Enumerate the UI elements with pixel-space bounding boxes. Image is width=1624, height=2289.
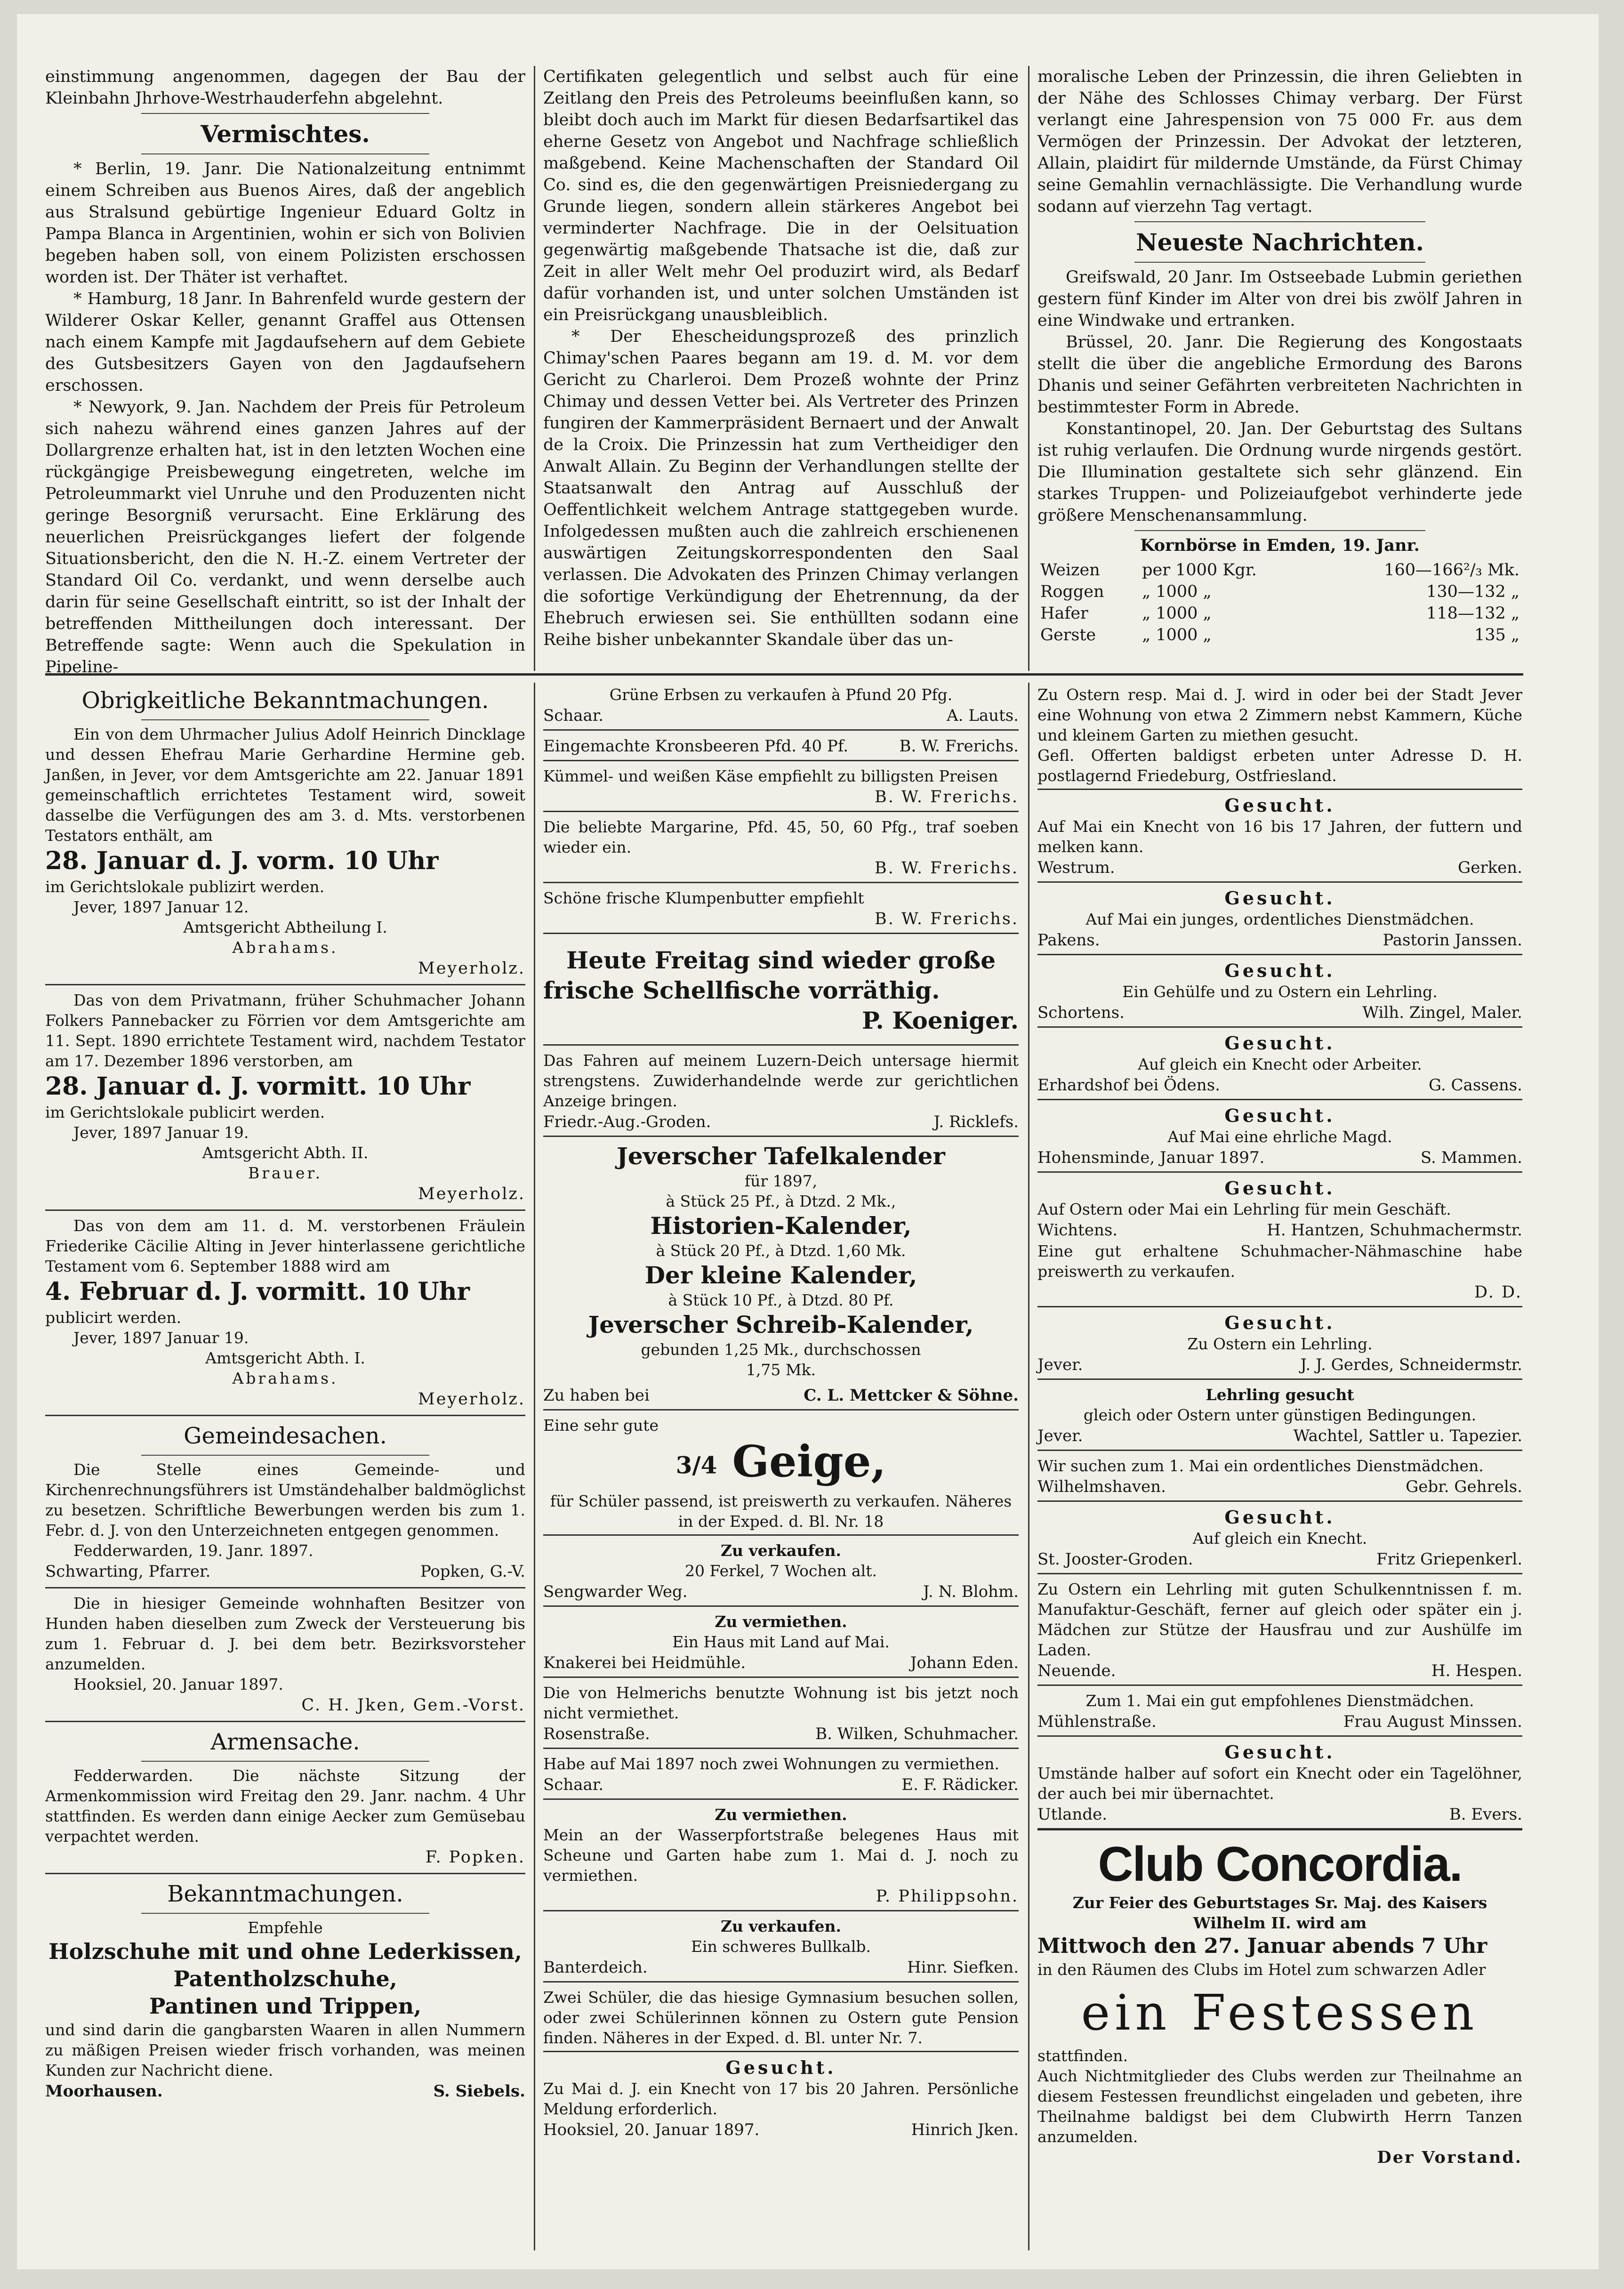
ad-text: Zu Ostern resp. Mai d. J. wird in oder bei der Stadt Jever eine Wohnung von etwa 2 Zimmern nebst Kammern, Küche und kleinem Garten zu miethen gesucht.	[1037, 685, 1522, 744]
bottom-column-3	[1037, 683, 1522, 2168]
ad-text: Ein Haus mit Land auf Mai.	[672, 1633, 890, 1652]
ad-block	[543, 937, 1019, 1046]
ad-text: Die beliebte Margarine, Pfd. 45, 50, 60 Pfg., traf soeben wieder ein.	[543, 818, 1019, 856]
ad-heading: Gesucht.	[1224, 1105, 1335, 1126]
bottom-column-1	[45, 683, 525, 2102]
signature-right: B. W. Frerichs.	[875, 910, 1019, 928]
signature-left: Schwarting, Pfarrer.	[45, 1562, 211, 1581]
notice-place-date: Jever, 1897 Januar 12.	[73, 898, 249, 916]
signature-row	[45, 2080, 525, 2102]
signature-row	[1037, 1476, 1522, 1498]
calendar-title: Historien-Kalender,	[650, 1212, 912, 1240]
grain-price: 160—166²/₃ Mk.	[1384, 561, 1519, 580]
ad-block	[543, 1803, 1019, 1911]
ad-text: Auf Mai ein Knecht von 16 bis 17 Jahren, der futtern und melken kann.	[1037, 817, 1522, 856]
signature-row	[1037, 1804, 1522, 1825]
ad-text: Ein Gehülfe und zu Ostern ein Lehrling.	[1122, 983, 1438, 1001]
ad-product-line: Pantinen und Trippen,	[149, 1993, 422, 2019]
divider	[141, 1455, 429, 1456]
court-name: Amtsgericht Abth. I.	[205, 1349, 365, 1367]
ad-block	[1037, 793, 1522, 883]
grain-unit: per 1000 Kgr.	[1142, 561, 1257, 580]
ad-block	[543, 733, 1019, 761]
notice-place-date: Hooksiel, 20. Januar 1897.	[73, 1675, 283, 1693]
signature-right: A. Lauts.	[947, 706, 1019, 725]
calendar-price: gebunden 1,25 Mk., durchschossen	[641, 1340, 921, 1359]
signature-row	[543, 2119, 1019, 2141]
ad-heading: Zu verkaufen.	[720, 1541, 842, 1560]
signature-right: Wachtel, Sattler u. Tapezier.	[1293, 1427, 1522, 1445]
ad-block	[543, 1681, 1019, 1749]
signature-right: B. W. Frerichs.	[875, 788, 1019, 806]
article-continuation: einstimmung angenommen, dagegen der Bau der Kleinbahn Jhrhove-Westrhauderfehn abgelehnt.	[45, 67, 525, 108]
ad-heading: Lehrling gesucht	[1206, 1386, 1354, 1404]
news-konstantinopel: Konstantinopel, 20. Jan. Der Geburtstag des Sultans ist ruhig verlaufen. Die Ordnung wurde nirgends gestört. Die Illumination gestaltete sich sehr glänzend. Ein starkes Truppen- und Polizeiaufgebot verhinderte jede größere Menschenansammlung.	[1037, 419, 1522, 525]
club-signature: Der Vorstand.	[1377, 2148, 1522, 2167]
signature-left: Hooksiel, 20. Januar 1897.	[543, 2120, 760, 2140]
ad-block	[1037, 886, 1522, 955]
signature-right: J. N. Blohm.	[923, 1582, 1019, 1602]
geige-word: Geige,	[732, 1436, 886, 1487]
signature-row	[543, 1957, 1019, 1978]
column-rule	[534, 683, 535, 2250]
signature-right: Hinr. Siefken.	[907, 1958, 1019, 1977]
notice-text: Das von dem Privatmann, früher Schuhmacher Johann Folkers Pannebacker zu Förrien vor dem Amtsgerichte am 11. Sept. 1890 errichtete Testament wird, nachdem Testator am 17. Dezember 1896 verstorben, am	[45, 991, 525, 1070]
ad-text: Auf Mai ein junges, ordentliches Dienstmädchen.	[1085, 910, 1474, 928]
signature-row	[543, 1774, 1019, 1796]
kornboerse-table	[1037, 559, 1522, 646]
notice-date: 4. Februar d. J. vormitt. 10 Uhr	[45, 1277, 470, 1306]
divider	[45, 1587, 525, 1588]
news-greifswald: Greifswald, 20 Janr. Im Ostseebade Lubmin geriethen gestern fünf Kinder im Alter von drei bis zwölf Jahren in eine Windwake und ertranken.	[1037, 268, 1522, 330]
ad-block	[543, 1752, 1019, 1800]
court-name: Amtsgericht Abtheilung I.	[183, 918, 387, 936]
divider	[45, 1415, 525, 1416]
signature-row	[543, 1385, 1019, 1406]
calendar-title: Jeverscher Schreib-Kalender,	[588, 1311, 974, 1338]
section-heading-obrigkeitliche: Obrigkeitliche Bekanntmachungen.	[81, 687, 489, 714]
signature-left: Mühlenstraße.	[1037, 1712, 1157, 1731]
ad-text: Das Fahren auf meinem Luzern-Deich untersage hiermit strengstens. Zuwiderhandelnde werde zur gerichtlichen Anzeige bringen.	[543, 1051, 1019, 1110]
ad-text: Zu Ostern ein Lehrling.	[1187, 1335, 1373, 1353]
signature-right: H. Hantzen, Schuhmachermstr.	[1267, 1221, 1522, 1240]
signature-left: Westrum.	[1037, 858, 1115, 877]
calendar-price: à Stück 10 Pf., à Dtzd. 80 Pf.	[668, 1291, 894, 1309]
court-name: Amtsgericht Abth. II.	[202, 1144, 369, 1162]
ad-text: Zwei Schüler, die das hiesige Gymnasium besuchen sollen, oder zwei Schülerinnen können zu Ostern gute Pension finden. Näheres in der Exped. d. Bl. unter Nr. 7.	[543, 1988, 1019, 2047]
divider	[1134, 221, 1425, 222]
club-title: Club Concordia.	[1098, 1837, 1462, 1892]
ad-block	[543, 683, 1019, 731]
section-heading-vermischtes: Vermischtes.	[201, 120, 370, 148]
article-continuation: moralische Leben der Prinzessin, die ihren Geliebten in der Nähe des Schlosses Chimay verbarg. Der Fürst verlangt eine Jahrespension von 75 000 Fr. aus dem Vermögen der Prinzessin. Der Advokat der letzteren, Allain, plaidirt für mildernde Umstände, da Fürst Chimay seine Gemahlin vernachlässigte. Die Verhandlung wurde sodann auf vierzehn Tag vertagt.	[1037, 67, 1522, 216]
top-column-3	[1037, 66, 1522, 646]
signature-left: Jever.	[1037, 1355, 1083, 1374]
signature-left: Erhardshof bei Ödens.	[1037, 1076, 1220, 1095]
column-rule	[1028, 683, 1029, 2250]
notice-date: 28. Januar d. J. vormitt. 10 Uhr	[45, 1072, 471, 1101]
ad-text: Die von Helmerichs benutzte Wohnung ist bis jetzt noch nicht vermiethet.	[543, 1684, 1019, 1723]
signature-right: B. Wilken, Schuhmacher.	[815, 1725, 1019, 1744]
signature-right: B. Evers.	[1449, 1805, 1522, 1824]
signature-left: Zu haben bei	[543, 1386, 650, 1405]
ad-text: Habe auf Mai 1897 noch zwei Wohnungen zu vermiethen.	[543, 1755, 999, 1773]
section-separator	[45, 673, 1523, 676]
ad-text: Schöne frische Klumpenbutter empfiehlt	[543, 889, 864, 907]
signature-left: Hohensminde, Januar 1897.	[1037, 1148, 1265, 1167]
ad-block	[1037, 683, 1522, 790]
notice-text: im Gerichtslokale publizirt werden.	[45, 878, 325, 896]
ad-text: Grüne Erbsen zu verkaufen à Pfund 20 Pfg.	[609, 685, 953, 704]
signature-left: Utlande.	[1037, 1805, 1108, 1824]
calendar-title: Jeverscher Tafelkalender	[617, 1142, 945, 1170]
calendar-price: à Stück 25 Pf., à Dtzd. 2 Mk.,	[666, 1192, 896, 1210]
signature-row	[1037, 1219, 1522, 1241]
ad-heading: Zu vermiethen.	[715, 1805, 847, 1824]
grain-price: 135 „	[1474, 626, 1519, 645]
ad-block	[543, 1610, 1019, 1678]
signature-left: Wichtens.	[1037, 1221, 1118, 1240]
signature-right: Hinrich Jken.	[911, 2120, 1019, 2140]
signature-row	[1037, 1002, 1522, 1024]
divider	[1134, 530, 1425, 531]
signature-right: Wilh. Zingel, Maler.	[1362, 1003, 1522, 1022]
ad-block	[543, 2055, 1019, 2144]
kornboerse-heading: Kornbörse in Emden, 19. Janr.	[1140, 536, 1420, 555]
signature-left: Rosenstraße.	[543, 1725, 650, 1744]
signature-right: Fritz Griepenkerl.	[1376, 1550, 1522, 1569]
clerk-signature: Meyerholz.	[418, 1390, 525, 1409]
grain-name: Roggen	[1040, 582, 1104, 601]
section-heading-armensache: Armensache.	[210, 1729, 360, 1755]
ad-block	[1037, 1454, 1522, 1502]
signature-row	[1037, 1711, 1522, 1733]
ad-block	[1037, 1577, 1522, 1686]
ad-text: gleich oder Ostern unter günstigen Bedingungen.	[1083, 1406, 1477, 1424]
ad-headline: frische Schellfische vorräthig.	[543, 976, 940, 1004]
notice-text: Ein von dem Uhrmacher Julius Adolf Heinrich Dincklage und dessen Ehefrau Marie Gerhardine Hermine geb. Janßen, in Jever, vor dem Amtsgerichte am 22. Januar 1891 gemeinschaftlich errichtetes Testament wird, soweit dasselbe die Verfügungen des am 3. d. Mts. verstorbenen Testators enthält, am	[45, 725, 525, 845]
grain-unit: „ 1000 „	[1142, 582, 1212, 601]
signature-left: Sengwarder Weg.	[543, 1582, 688, 1602]
calendar-year: für 1897,	[744, 1172, 818, 1190]
ad-headline: Heute Freitag sind wieder große	[566, 946, 996, 974]
clerk-signature: Meyerholz.	[418, 959, 525, 978]
notice-place-date: Fedderwarden, 19. Janr. 1897.	[73, 1541, 314, 1560]
ad-block	[543, 764, 1019, 812]
ad-text: Auf gleich ein Knecht oder Arbeiter.	[1138, 1055, 1422, 1073]
ad-text: und sind darin die gangbarsten Waaren in allen Nummern zu mäßigen Preisen wieder frisch vorhanden, was meinen Kunden zur Nachricht diene.	[45, 2021, 525, 2079]
ad-block-kalender	[543, 1140, 1019, 1410]
table-row	[1037, 624, 1522, 646]
newspaper-page	[17, 14, 1599, 2269]
grain-price: 118—132 „	[1426, 604, 1519, 623]
ad-text: Kümmel- und weißen Käse empfiehlt zu billigsten Preisen	[543, 767, 998, 785]
signature-right: J. Ricklefs.	[933, 1112, 1019, 1131]
ad-text: Gefl. Offerten baldigst erbeten unter Adresse D. H. postlagernd Friedeburg, Ostfriesland.	[1037, 746, 1522, 785]
ad-block	[543, 815, 1019, 883]
notice-text: Die Stelle eines Gemeinde- und Kirchenrechnungsführers ist Umständehalber baldmöglichst zu besetzen. Schriftliche Bewerbungen werden bis zum 1. Febr. d. J. von den Unterzeichneten entgegen genommen.	[45, 1460, 525, 1539]
grain-unit: „ 1000 „	[1142, 626, 1212, 645]
judge-name: Abrahams.	[232, 938, 338, 957]
section-heading-bekanntmachungen: Bekanntmachungen.	[167, 1881, 403, 1907]
signature-row	[1037, 857, 1522, 879]
ad-heading: Gesucht.	[1224, 1177, 1335, 1199]
notice-text: publicirt werden.	[45, 1308, 182, 1327]
signature-right: Popken, G.-V.	[420, 1562, 525, 1581]
club-text: Zur Feier des Geburtstages Sr. Maj. des Kaisers Wilhelm II. wird am	[1072, 1894, 1487, 1932]
signature-right: Frau August Minssen.	[1343, 1712, 1522, 1731]
grain-unit: „ 1000 „	[1142, 604, 1212, 623]
ad-block	[543, 1985, 1019, 2052]
signature-right: D. D.	[1474, 1283, 1522, 1302]
signature-row	[1037, 1660, 1522, 1682]
table-row	[1037, 581, 1522, 603]
signature-row	[543, 1652, 1019, 1674]
notice-text: Das von dem am 11. d. M. verstorbenen Fräulein Friederike Cäcilie Alting in Jever hinterlassene gerichtliche Testament vom 6. September 1888 wird am	[45, 1217, 525, 1275]
signature-row	[1037, 1074, 1522, 1096]
ad-text: Eingemachte Kronsbeeren Pfd. 40 Pf.	[543, 737, 849, 756]
section-heading-gemeindesachen: Gemeindesachen.	[184, 1423, 387, 1449]
divider	[141, 1761, 429, 1762]
calendar-title: Der kleine Kalender,	[644, 1261, 917, 1289]
ad-text: Auf gleich ein Knecht.	[1192, 1529, 1367, 1547]
ad-block	[1037, 1383, 1522, 1451]
column-rule	[1028, 66, 1029, 671]
signature-left: St. Jooster-Groden.	[1037, 1550, 1193, 1569]
ad-block	[1037, 1103, 1522, 1173]
signature-left: Moorhausen.	[45, 2082, 163, 2101]
ad-block	[1037, 1031, 1522, 1100]
signature-row	[543, 1723, 1019, 1745]
ad-block	[1037, 958, 1522, 1028]
club-festessen: ein Festessen	[1081, 1984, 1479, 2041]
divider	[45, 1721, 525, 1722]
ad-heading: Gesucht.	[1224, 795, 1335, 816]
grain-name: Gerste	[1040, 626, 1096, 645]
ad-block	[543, 1048, 1019, 1137]
judge-name: Brauer.	[248, 1164, 323, 1182]
news-newyork: * Newyork, 9. Jan. Nachdem der Preis für Petroleum sich nahezu während eines ganzen Jahres auf der Dollargrenze erhalten hat, ist in den letzten Wochen eine rückgängige Preisbewegung eingetreten, welche im Petroleummarkt viel Unruhe und den Produzenten nicht geringe Besorgniß verursacht. Eine Erklärung des neuerlichen Preisrückganges liefert der folgende Situationsbericht, den die N. H.-Z. einem Vertreter der Standard Oil Co. verdankt, und wenn derselbe auch darin für seine Gesellschaft eintritt, so ist der Inhalt der betreffenden Mittheilungen doch interessant. Der Betreffende sagte: Wenn auch die Spekulation in Pipeline-	[45, 398, 525, 677]
ad-heading: Zu vermiethen.	[715, 1612, 847, 1631]
fraction: 3/4	[675, 1451, 717, 1479]
ad-text: Ein schweres Bullkalb.	[691, 1937, 871, 1956]
ad-text: Auf Ostern oder Mai ein Lehrling für mein Geschäft.	[1037, 1200, 1451, 1218]
signature-row	[543, 705, 1019, 726]
ad-intro: Empfehle	[248, 1918, 323, 1937]
ad-text: Wir suchen zum 1. Mai ein ordentliches Dienstmädchen.	[1037, 1457, 1484, 1475]
signature-left: Neuende.	[1037, 1661, 1116, 1680]
column-rule	[534, 66, 535, 671]
ad-signature: P. Koeniger.	[862, 1007, 1019, 1034]
ad-text: Eine gut erhaltene Schuhmacher-Nähmaschine habe preiswerth zu verkaufen.	[1037, 1242, 1522, 1281]
signature-right: H. Hespen.	[1431, 1661, 1522, 1680]
ad-block	[543, 1914, 1019, 1983]
ad-block-geige	[543, 1413, 1019, 1536]
signature-right: Gerken.	[1458, 858, 1522, 877]
divider	[45, 1209, 525, 1211]
club-text: Auch Nichtmitglieder des Clubs werden zur Theilnahme an diesem Festessen freundlichst eingeladen und gebeten, ihre Theilnahme baldigst bei dem Clubwirth Herrn Tanzen anzumelden.	[1037, 2067, 1522, 2146]
signature-right: Gebr. Gehrels.	[1406, 1477, 1522, 1496]
signature-left: Friedr.-Aug.-Groden.	[543, 1112, 711, 1131]
ad-text: Zu Mai d. J. ein Knecht von 17 bis 20 Jahren. Persönliche Meldung erforderlich.	[543, 2079, 1019, 2119]
ad-block	[1037, 1689, 1522, 1737]
signature-left: Jever.	[1037, 1427, 1083, 1445]
top-column-1	[45, 66, 525, 678]
signature-right: B. W. Frerichs.	[899, 737, 1019, 756]
ad-block	[1037, 1505, 1522, 1574]
news-ehescheidungsprozess: * Der Ehescheidungsprozeß des prinzlich Chimay'schen Paares begann am 19. d. M. vor dem Gericht zu Charleroi. Dem Prozeß wohnte der Prinz Chimay und dessen Vetter bei. Als Vertreter des Prinzen fungiren der Kammerpräsident Bernaert und der Anwalt de la Croix. Die Prinzessin hat zum Vertheidiger den Anwalt Allain. Zu Beginn der Verhandlungen stellte der Staatsanwalt den Antrag auf Ausschluß der Oeffentlichkeit welchem Antrage stattgegeben wurde. Infolgedessen mußten auch die zahlreich erschienenen auswärtigen Zeitungskorrespondenten den Saal verlassen. Die Advokaten des Prinzen Chimay verlangen die sofortige Verkündigung der Ehetrennung, da der Ehebruch erwiesen sei. Sie enthüllten sodann eine Reihe bisher unbekannter Skandale über das un-	[543, 327, 1019, 649]
signature-row	[45, 1561, 525, 1582]
signature-right: E. F. Rädicker.	[901, 1775, 1019, 1795]
divider	[1134, 262, 1425, 263]
grain-price: 130—132 „	[1426, 582, 1519, 601]
grain-name: Hafer	[1040, 604, 1088, 623]
signature-right: C. L. Mettcker & Söhne.	[804, 1386, 1019, 1405]
ad-heading: Gesucht.	[1224, 960, 1335, 981]
signature-right: S. Mammen.	[1420, 1148, 1522, 1167]
signature-right: S. Siebels.	[433, 2082, 525, 2101]
clerk-signature: Meyerholz.	[418, 1185, 525, 1203]
signature-row	[1037, 1548, 1522, 1570]
signature-row	[1037, 1147, 1522, 1169]
calendar-price: à Stück 20 Pf., à Dtzd. 1,60 Mk.	[656, 1241, 906, 1260]
divider	[45, 1873, 525, 1874]
signature-left: Knakerei bei Heidmühle.	[543, 1653, 746, 1673]
ad-block-club-concordia	[1037, 1833, 1522, 2168]
divider	[141, 153, 429, 154]
ad-text: Mein an der Wasserpfortstraße belegenes Haus mit Scheune und Garten habe zum 1. Mai d. J. noch zu vermiethen.	[543, 1826, 1019, 1885]
signature-left: Wilhelmshaven.	[1037, 1477, 1166, 1496]
top-column-2	[543, 66, 1019, 651]
signature-left: Schortens.	[1037, 1003, 1125, 1022]
divider	[141, 1913, 429, 1914]
ad-block	[1037, 1740, 1522, 1830]
notice-text: Die in hiesiger Gemeinde wohnhaften Besitzer von Hunden haben dieselben zum Zweck der Versteuerung bis zum 1. Februar d. J. bei dem betr. Bezirksvorsteher anzumelden.	[45, 1594, 525, 1673]
ad-heading: Gesucht.	[1224, 1507, 1335, 1528]
ad-product-line: Patentholzschuhe,	[173, 1966, 397, 1991]
signature-row	[1037, 1425, 1522, 1447]
news-hamburg: * Hamburg, 18 Janr. In Bahrenfeld wurde gestern der Wilderer Oskar Keller, genannt Graffel aus Ottensen nach einem Kampfe mit Jagdaufsehern auf dem Gebiete des Gutsbesitzers Gayen von den Jagdaufsehern erschossen.	[45, 290, 525, 395]
table-row	[1037, 603, 1522, 624]
signature-right: B. W. Frerichs.	[875, 859, 1019, 878]
signature-left: Schaar.	[543, 706, 604, 725]
signature-left: Banterdeich.	[543, 1958, 648, 1977]
ad-text: Zu Ostern ein Lehrling mit guten Schulkenntnissen f. m. Manufaktur-Geschäft, ferner auf gleich oder später ein j. Mädchen zur Stütze der Hausfrau und zur Aushülfe im Laden.	[1037, 1580, 1522, 1659]
notice-date: 28. Januar d. J. vorm. 10 Uhr	[45, 846, 439, 875]
club-date: Mittwoch den 27. Januar abends 7 Uhr	[1037, 1934, 1487, 1958]
ad-text: Auf Mai eine ehrliche Magd.	[1167, 1128, 1392, 1146]
signature-left: Pakens.	[1037, 931, 1100, 950]
notice-place-date: Jever, 1897 Januar 19.	[73, 1123, 249, 1142]
signature-row	[543, 1581, 1019, 1603]
ad-heading: Gesucht.	[1224, 1741, 1335, 1763]
signature-row	[543, 1111, 1019, 1133]
notice-text: Fedderwarden. Die nächste Sitzung der Armenkommission wird Freitag den 29. Janr. nachm. 4 Uhr stattfinden. Es werden dann einige Aecker zum Gemüsebau verpachtet werden.	[45, 1766, 525, 1846]
divider	[45, 984, 525, 985]
ad-block	[1037, 1310, 1522, 1380]
ad-heading: Gesucht.	[1224, 1032, 1335, 1054]
grain-name: Weizen	[1040, 561, 1100, 580]
signature: C. H. Jken, Gem.-Vorst.	[301, 1696, 525, 1715]
article-continuation: Certifikaten gelegentlich und selbst auch für eine Zeitlang den Preis des Petroleums beeinflußen kann, so bleibt doch auch im Markt für diesen Bedarfsartikel das eherne Gesetz von Angebot und Nachfrage schließlich maßgebend. Keine Machenschaften der Standard Oil Co. sind es, die den gegenwärtigen Preisniedergang zu Grunde liegen, sondern allein stärkeres Angebot bei verminderter Nachfrage. Die in der Oelsituation gegenwärtig maßgebende Thatsache ist die, daß zur Zeit in aller Welt mehr Oel produzirt wird, als Bedarf dafür vorhanden ist, und unter solchen Umständen ist ein Preisrückgang unausbleiblich.	[543, 67, 1019, 324]
ad-heading: Gesucht.	[1224, 887, 1335, 909]
ad-text: 20 Ferkel, 7 Wochen alt.	[685, 1562, 877, 1580]
ad-heading: Zu verkaufen.	[720, 1917, 842, 1936]
signature-left: Schaar.	[543, 1775, 604, 1795]
signature-right: G. Cassens.	[1428, 1076, 1522, 1095]
signature-right: Pastorin Janssen.	[1383, 931, 1522, 950]
judge-name: Abrahams.	[232, 1369, 338, 1387]
club-text: stattfinden.	[1037, 2047, 1128, 2065]
ad-heading: Gesucht.	[725, 2057, 836, 2079]
ad-text: Umstände halber auf sofort ein Knecht oder ein Tagelöhner, der auch bei mir übernachtet.	[1037, 1764, 1522, 1803]
ad-text: für Schüler passend, ist preiswerth zu verkaufen. Näheres in der Exped. d. Bl. Nr. 18	[550, 1492, 1012, 1531]
news-bruessel: Brüssel, 20. Janr. Die Regierung des Kongostaats stellt die über die angebliche Ermordung des Barons Dhanis und seiner Gefährten verbreiteten Nachrichten in bestimmtester Form in Abrede.	[1037, 333, 1522, 417]
ad-headline	[543, 1435, 1019, 1491]
signature-row	[1037, 929, 1522, 951]
ad-block	[543, 1539, 1019, 1607]
news-berlin: * Berlin, 19. Janr. Die Nationalzeitung entnimmt einem Schreiben aus Buenos Aires, daß der angeblich aus Stralsund gebürtige Ingenieur Eduard Goltz in Pampa Blanca in Argentinien, wohin er sich von Bolivien begeben haben soll, von einem Polizisten erschossen worden ist. Der Thäter ist verhaftet.	[45, 160, 525, 287]
ad-intro: Eine sehr gute	[543, 1416, 659, 1435]
ad-text: Zum 1. Mai ein gut empfohlenes Dienstmädchen.	[1085, 1692, 1474, 1710]
ad-product-line: Holzschuhe mit und ohne Lederkissen,	[48, 1939, 522, 1964]
divider	[141, 113, 429, 114]
club-text: in den Räumen des Clubs im Hotel zum schwarzen Adler	[1037, 1960, 1486, 1979]
ad-block	[1037, 1176, 1522, 1307]
notice-place-date: Jever, 1897 Januar 19.	[73, 1329, 249, 1347]
signature-row	[1037, 1354, 1522, 1376]
signature: F. Popken.	[425, 1848, 525, 1867]
ad-block	[543, 886, 1019, 934]
notice-text: im Gerichtslokale publicirt werden.	[45, 1103, 325, 1121]
calendar-price: 1,75 Mk.	[746, 1361, 816, 1379]
bottom-column-2	[543, 683, 1019, 2146]
ad-heading: Gesucht.	[1224, 1312, 1335, 1333]
signature-right: P. Philippsohn.	[876, 1887, 1019, 1906]
signature-right: J. J. Gerdes, Schneidermstr.	[1300, 1355, 1522, 1374]
signature-right: Johann Eden.	[910, 1653, 1019, 1673]
section-heading-neueste: Neueste Nachrichten.	[1136, 228, 1424, 256]
table-row	[1037, 559, 1522, 581]
divider	[141, 719, 429, 720]
